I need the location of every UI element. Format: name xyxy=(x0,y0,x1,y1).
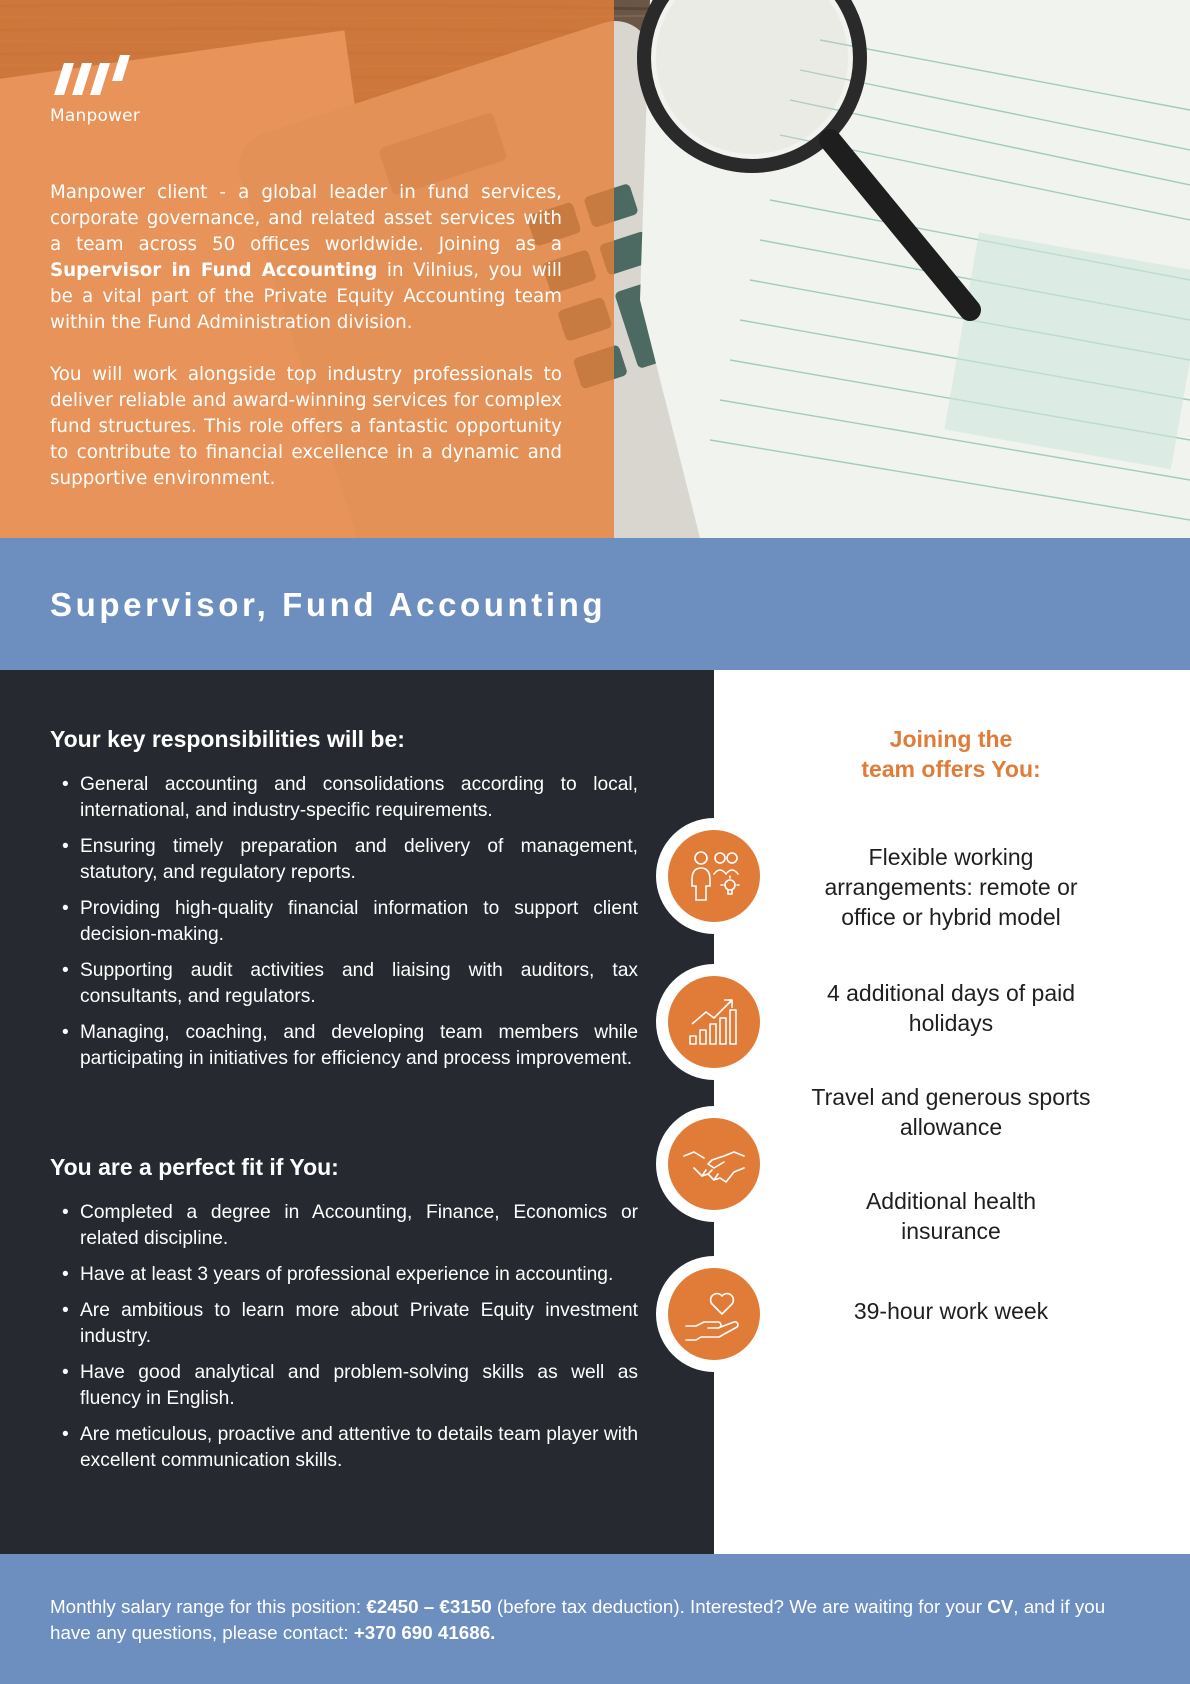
team-icon-badge xyxy=(656,818,772,934)
list-item: • Have good analytical and problem-solving skills as well as fluency in English. xyxy=(62,1362,638,1409)
job-title: Supervisor, Fund Accounting xyxy=(50,586,607,623)
salary-range: €2450 – €3150 xyxy=(366,1596,492,1617)
list-item: • Ensuring timely preparation and delivery of management, statutory, and regulatory reports. xyxy=(62,836,638,883)
logo-wordmark: Manpower xyxy=(50,106,141,126)
manpower-logo-icon xyxy=(50,55,135,97)
responsibilities-heading: Your key responsibilities will be: xyxy=(50,726,405,752)
requirements-panel xyxy=(0,670,714,1554)
intro-paragraph-2: You will work alongside top industry professionals to deliver reliable and award-winning services for complex fund structures. This role offers a fantastic opportunity to contribute to financial excellence in a dynamic and supportive environment. xyxy=(50,364,562,489)
list-item: • Completed a degree in Accounting, Finance, Economics or related discipline. xyxy=(62,1202,638,1249)
benefit-sports-allowance: Travel and generous sports allowance xyxy=(811,1084,1091,1140)
list-item: • Managing, coaching, and developing team members while participating in initiatives for efficiency and process improvement. xyxy=(62,1022,638,1069)
salary-contact-text: Monthly salary range for this position: €2450 – €3150 (before tax deduction). Interested? We are waiting for your CV, and if you have any questions, please contact: +370 690 41686. xyxy=(50,1596,1106,1643)
list-item: • Are ambitious to learn more about Private Equity investment industry. xyxy=(62,1300,638,1347)
title-band xyxy=(0,538,1190,670)
team-icon xyxy=(668,830,760,922)
fit-list xyxy=(50,1200,638,1484)
handshake-icon-badge xyxy=(656,1106,772,1222)
benefit-health-insurance: Additional health insurance xyxy=(865,1188,1037,1244)
heart-hand-icon-badge xyxy=(656,1256,772,1372)
intro-text xyxy=(50,180,562,492)
list-item: • Have at least 3 years of professional experience in accounting. xyxy=(62,1264,614,1285)
benefits-title: Joining the team offers You: xyxy=(861,726,1041,782)
footer xyxy=(0,1554,1190,1684)
list-item: • Providing high-quality financial information to support client decision-making. xyxy=(62,898,638,945)
cv-label: CV xyxy=(987,1596,1014,1617)
list-item: • General accounting and consolidations according to local, international, and industry-specific requirements. xyxy=(62,774,638,821)
intro-paragraph-1: Manpower client - a global leader in fund services, corporate governance, and related asset services with a team across 50 offices worldwide. Joining as a Supervisor in Fund Accounting in Vilnius, you will be a vital part of the Private Equity Accounting team within the Fund Administration division. xyxy=(50,182,563,333)
fit-heading: You are a perfect fit if You: xyxy=(50,1154,339,1180)
benefit-paid-holidays: 4 additional days of paid holidays xyxy=(826,980,1076,1036)
responsibilities-list xyxy=(50,772,638,1082)
growth-chart-icon-badge xyxy=(656,964,772,1080)
contact-phone: +370 690 41686. xyxy=(353,1622,496,1643)
hero-section xyxy=(0,0,1190,538)
heart-hand-icon xyxy=(668,1268,760,1360)
benefit-flexible-working: Flexible working arrangements: remote or office or hybrid model xyxy=(824,844,1078,930)
list-item: • Supporting audit activities and liaising with auditors, tax consultants, and regulators. xyxy=(62,960,638,1007)
benefits-panel xyxy=(714,670,1190,1554)
benefit-work-week: 39-hour work week xyxy=(853,1298,1049,1324)
growth-chart-icon xyxy=(668,976,760,1068)
list-item: • Are meticulous, proactive and attentive to details team player with excellent communication skills. xyxy=(62,1424,638,1471)
manpower-logo xyxy=(50,55,150,126)
handshake-icon xyxy=(668,1118,760,1210)
